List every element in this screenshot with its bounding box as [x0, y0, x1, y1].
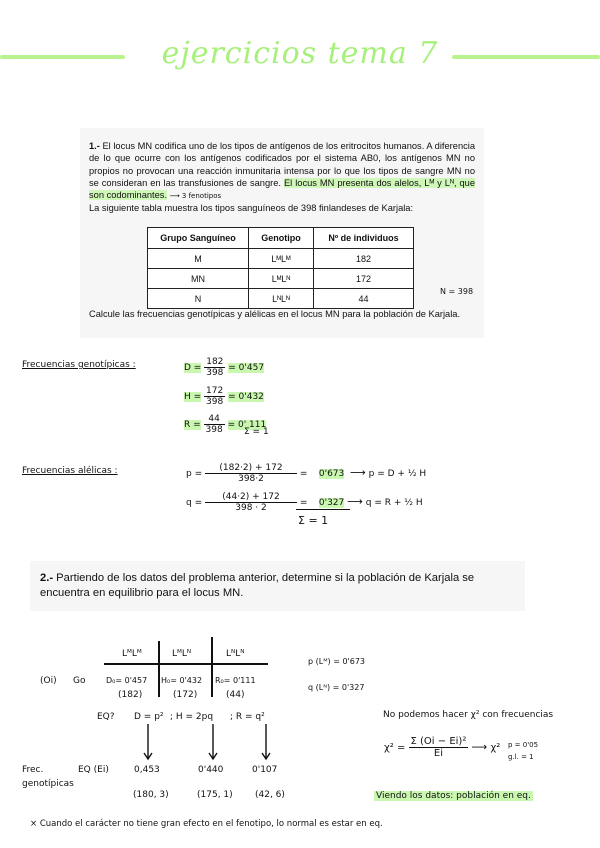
- geno-h-row: [184, 386, 264, 407]
- col-lmlm: LᴹLᴹ: [122, 649, 142, 659]
- alelic-sum: Σ = 1: [298, 514, 329, 527]
- exercise-1-text: [89, 140, 475, 215]
- footnote: × Cuando el carácter no tiene gran efecto en el fenotipo, lo normal es estar en eq.: [30, 819, 383, 829]
- geno-sum: Σ = 1: [244, 427, 269, 437]
- exp-freq-m: 0,453: [134, 765, 160, 775]
- q-value: q (Lᴺ) = 0'327: [308, 683, 365, 692]
- chi-lhs: χ² =: [384, 742, 406, 754]
- alelic-p-row: [186, 463, 426, 484]
- count-n: (44): [226, 690, 245, 700]
- exp-freq-mn: 0'440: [198, 765, 224, 775]
- geno-h-den: 398: [206, 397, 224, 407]
- alelic-q-fraction: [205, 492, 297, 513]
- table-cell: LᴹLᴹ: [249, 249, 314, 269]
- count-m: (182): [118, 690, 143, 700]
- table-cell: 172: [314, 269, 414, 289]
- table-divider: [211, 637, 213, 697]
- geno-r-result: = 0' 111: [227, 420, 267, 430]
- table-cell: M: [148, 249, 249, 269]
- chi-formula: [384, 736, 500, 759]
- chi-table: χ²: [490, 742, 501, 754]
- alelic-p-eq: =: [299, 469, 308, 479]
- alelic-q-result: 0'327: [318, 498, 345, 508]
- table-row: [148, 249, 414, 269]
- geno-r-den: 398: [205, 425, 223, 435]
- table-header: Genotipo: [249, 228, 314, 249]
- freq-label: Frec. genotípicas: [22, 765, 74, 789]
- geno-r-lhs: R =: [184, 420, 201, 430]
- alelic-p-result: 0'673: [318, 469, 345, 479]
- p-value: p (Lᴹ) = 0'673: [308, 657, 366, 666]
- eq-h: ; H = 2pq: [170, 712, 214, 722]
- geno-d-fraction: [204, 357, 225, 378]
- obs-d: D₀= 0'457: [106, 676, 148, 685]
- geno-r-num: 44: [204, 414, 225, 425]
- eq-label: EQ?: [97, 712, 115, 722]
- table-header-row: [148, 228, 414, 249]
- exp-count-mn: (175, 1): [197, 790, 233, 800]
- arrow-icon: ⟶: [471, 740, 488, 754]
- exercise-2-question: Partiendo de los datos del problema anterior, determine si la población de Karjala se encuentra en equilibrio para el locus MN.: [40, 572, 475, 599]
- alelic-q-eq: =: [299, 498, 308, 508]
- exercise-1-question: Calcule las frecuencias genotípicas y alélicas en el locus MN para la población de Karjala.: [89, 309, 461, 319]
- geno-label: Frecuencias genotípicas :: [22, 360, 136, 370]
- alelic-q-num: (44·2) + 172: [205, 492, 297, 503]
- alelic-q-den: 398 · 2: [235, 503, 267, 513]
- geno-h-lhs: H =: [184, 392, 202, 402]
- arrow-icon: ⟶: [347, 495, 363, 508]
- count-mn: (172): [173, 690, 198, 700]
- table-cell: 182: [314, 249, 414, 269]
- conclusion: Viendo los datos: población en eq.: [376, 791, 531, 801]
- table-rule: [104, 663, 268, 665]
- exercise-2-text: [40, 571, 520, 600]
- geno-d-lhs: D =: [184, 363, 202, 373]
- chi-num: Σ (Oi − Ei)²: [410, 736, 467, 747]
- geno-d-result: = 0'457: [228, 363, 265, 373]
- alelic-p-relation: p = D + ½ H: [368, 469, 427, 479]
- geno-r-fraction: [204, 414, 225, 435]
- alelic-p-fraction: [205, 463, 297, 484]
- note-fenotipos: ⟶ 3 fenotipos: [169, 192, 222, 201]
- table-cell: LᴺLᴺ: [249, 289, 314, 309]
- exp-freq-n: 0'107: [252, 765, 278, 775]
- table-row: [148, 289, 414, 309]
- page-title: ejercicios tema 7: [161, 36, 439, 71]
- alelic-q-relation: q = R + ½ H: [365, 498, 423, 508]
- col-lnln: LᴺLᴺ: [226, 649, 245, 659]
- chi-den: Ei: [433, 748, 443, 759]
- exp-count-m: (180, 3): [133, 790, 169, 800]
- alelic-p-lhs: p =: [186, 469, 203, 479]
- oi-label: (Oi): [40, 676, 57, 686]
- obs-r: R₀= 0'111: [215, 676, 256, 685]
- exp-count-n: (42, 6): [255, 790, 285, 800]
- arrow-icon: ⟶: [350, 466, 366, 479]
- genotype-table: [147, 227, 414, 309]
- geno-h-result: = 0'432: [228, 392, 264, 402]
- table-row: [148, 269, 414, 289]
- go-label: Go: [73, 676, 86, 686]
- chi-sub-gl: g.l. = 1: [508, 753, 534, 761]
- table-header: Nº de individuos: [314, 228, 414, 249]
- geno-d-den: 398: [206, 368, 224, 378]
- geno-d-row: [184, 357, 264, 378]
- table-cell: 44: [314, 289, 414, 309]
- down-arrows: [140, 722, 280, 764]
- table-cell: LᴹLᴺ: [249, 269, 314, 289]
- col-lmln: LᴹLᴺ: [172, 649, 192, 659]
- exercise-2-number: 2.-: [40, 572, 54, 584]
- chi-sub-p: p = 0'05: [508, 741, 539, 749]
- exercise-1-highlight: El locus MN presenta dos alelos, Lᴹ y Lᴺ, que son codominantes.: [89, 177, 476, 201]
- note-n: N = 398: [440, 287, 474, 296]
- eq-r: ; R = q²: [230, 712, 265, 722]
- exercise-1-number: 1.-: [89, 141, 100, 151]
- note-chi: No podemos hacer χ² con frecuencias: [383, 710, 554, 720]
- alelic-q-lhs: q =: [186, 498, 203, 508]
- obs-h: H₀= 0'432: [161, 676, 203, 685]
- exercise-1-intro: El locus MN codifica uno de los tipos de antígenos de los eritrocitos humanos. A diferencia de lo que ocurre con los antígenos codificados por el sistema AB0, los antígenos MN no propios no provocan una reacción inmunitaria intensa por lo que los tipos de sangre MN no se consideran en las transfusiones de sangre.: [89, 141, 475, 188]
- alelic-p-den: 398·2: [238, 474, 264, 484]
- table-cell: N: [148, 289, 249, 309]
- exercise-1-table-intro: La siguiente tabla muestra los tipos sanguíneos de 398 finlandeses de Karjala:: [89, 203, 414, 214]
- table-cell: MN: [148, 269, 249, 289]
- alelic-sum-line: [296, 509, 350, 510]
- table-header: Grupo Sanguíneo: [148, 228, 249, 249]
- geno-d-num: 182: [206, 357, 224, 367]
- table-divider: [158, 641, 160, 697]
- eq-d: D = p²: [134, 712, 164, 722]
- geno-h-fraction: [204, 386, 225, 407]
- alelic-p-num: (182·2) + 172: [205, 463, 297, 474]
- eqei-label: EQ (Ei): [78, 765, 109, 775]
- geno-h-num: 172: [206, 386, 224, 396]
- alelic-label: Frecuencias alélicas :: [22, 466, 118, 476]
- chi-fraction: [409, 736, 469, 759]
